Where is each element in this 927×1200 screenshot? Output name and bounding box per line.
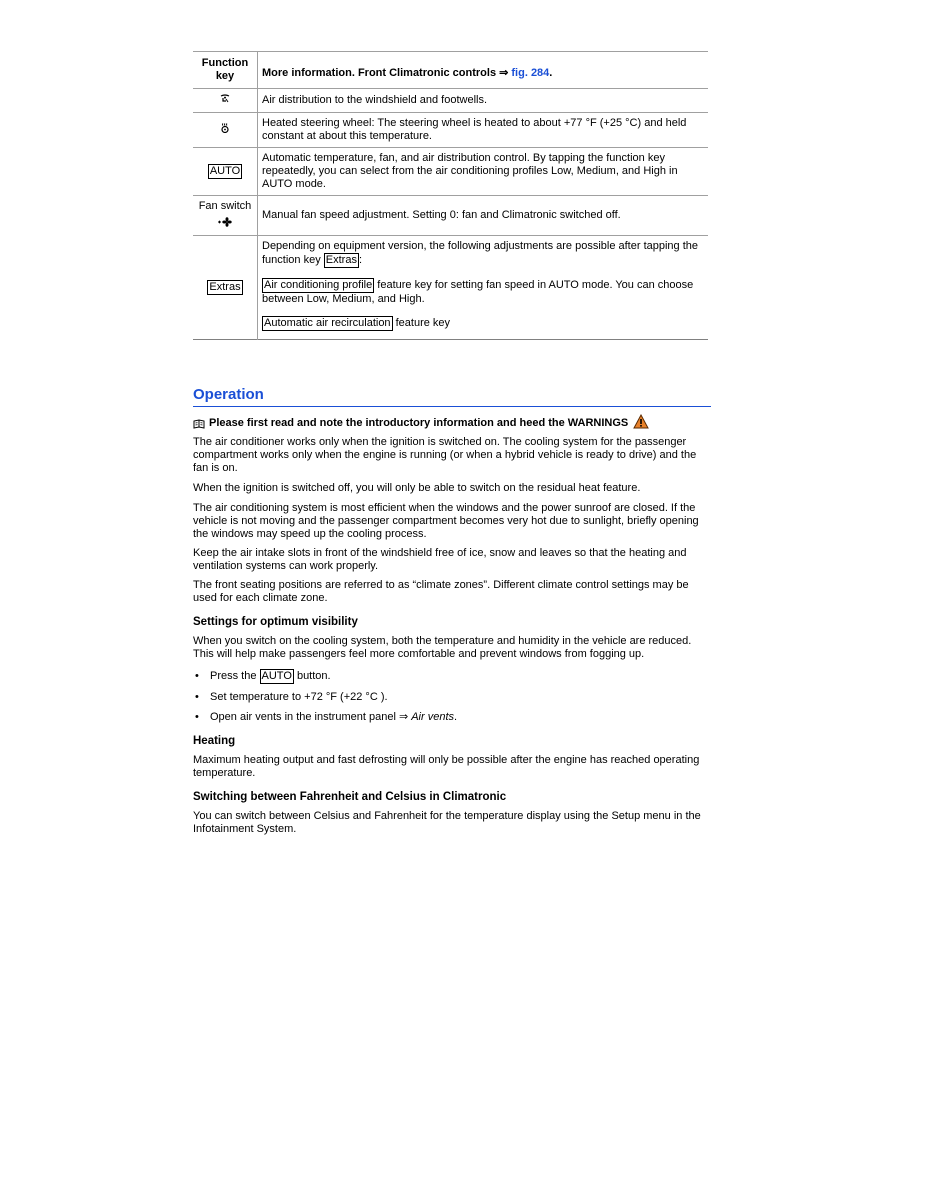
operation-heading: Operation [193, 386, 711, 407]
book-icon [193, 419, 205, 429]
function-key-cell [193, 195, 258, 236]
extras-key[interactable]: Extras [209, 281, 241, 293]
warning-icon[interactable] [633, 414, 649, 429]
function-description: Automatic temperature, fan, and air distribution control. By tapping the function key repeatedly, you can select from the air conditioning profiles Low, Medium, and High in AUTO mode. [258, 147, 709, 195]
function-key-table [193, 51, 708, 340]
list-item: • Open air vents in the instrument panel ⇒ Air vents. [193, 710, 711, 724]
table-row [193, 89, 708, 113]
paragraph: The front seating positions are referred to as “climate zones”. Different climate control settings may be used for each climate zone. [193, 579, 689, 604]
windshield-footwell-air-icon [220, 93, 230, 104]
header-more-information: More information. Front Climatronic controls ⇒ fig. 284. [258, 52, 709, 89]
table-header-row [193, 52, 708, 89]
air-vents-link[interactable]: Air vents [411, 711, 455, 723]
operation-section [193, 386, 711, 836]
function-key-cell [193, 112, 258, 147]
function-key-cell [193, 147, 258, 195]
paragraph: The air conditioner works only when the ignition is switched on. The cooling system for the passenger compartment works only when the engine is running (or when a hybrid vehicle is ready to drive) and the fan is on. [193, 436, 697, 474]
visibility-steps [193, 669, 711, 724]
manual-page [193, 51, 711, 842]
function-description: Air distribution to the windshield and footwells. [258, 89, 709, 113]
switching-heading: Switching between Fahrenheit and Celsius in Climatronic [193, 791, 507, 803]
table-row [193, 147, 708, 195]
automatic-air-recirculation-key[interactable]: Automatic air recirculation [264, 317, 391, 329]
visibility-text: When you switch on the cooling system, both the temperature and humidity in the vehicle are reduced. This will help make passengers feel more comfortable and prevent windows from fogging up. [193, 635, 692, 660]
extras-intro: Depending on equipment version, the following adjustments are possible after tapping the function key Extras : [262, 240, 698, 266]
heated-steering-wheel-icon [220, 122, 230, 133]
warnings-notice [193, 417, 711, 430]
table-row [193, 195, 708, 236]
fan-switch-label: Fan switch [198, 199, 252, 212]
air-conditioning-profile-key[interactable]: Air conditioning profile [264, 279, 373, 291]
visibility-heading: Settings for optimum visibility [193, 616, 358, 628]
extras-recirculation: Automatic air recirculation feature key [264, 317, 451, 329]
notice-text: Please first read and note the introductory information and heed the WARNINGS [209, 417, 629, 429]
table-row [193, 112, 708, 147]
header-function-key: Function key [193, 52, 258, 89]
heating-heading: Heating [193, 735, 236, 747]
paragraph: The air conditioning system is most efficient when the windows and the power sunroof are closed. If the vehicle is not moving and the passenger compartment becomes very hot due to sunlight, briefly opening the windows may speed up the cooling process. [193, 502, 699, 540]
switching-text: You can switch between Celsius and Fahrenheit for the temperature display using the Setup menu in the Infotainment System. [193, 810, 701, 835]
function-description: Heated steering wheel: The steering wheel is heated to about +77 °F (+25 °C) and held constant at about this temperature. [258, 112, 709, 147]
fan-icon [217, 217, 233, 228]
extras-ac-profile: Air conditioning profile feature key for setting fan speed in AUTO mode. You can choose between Low, Medium, and High. [262, 279, 694, 305]
fig-284-link[interactable]: fig. 284 [511, 67, 550, 79]
paragraph: When the ignition is switched off, you will only be able to switch on the residual heat feature. [193, 482, 641, 494]
function-key-cell [193, 236, 258, 340]
paragraph: Keep the air intake slots in front of the windshield free of ice, snow and leaves so that the heating and ventilation systems can work properly. [193, 547, 687, 572]
list-item: • Set temperature to +72 °F (+22 °C ). [193, 690, 711, 704]
heating-text: Maximum heating output and fast defrosting will only be possible after the engine has reached operating temperature. [193, 754, 700, 779]
table-row [193, 236, 708, 340]
list-item: • Press the AUTO button. [193, 669, 711, 684]
function-key-cell [193, 89, 258, 113]
function-description: Manual fan speed adjustment. Setting 0: fan and Climatronic switched off. [258, 195, 709, 236]
auto-button-ref[interactable]: AUTO [261, 670, 292, 682]
extras-inline-key[interactable]: Extras [325, 254, 357, 266]
function-description [258, 236, 709, 340]
auto-key[interactable]: AUTO [209, 164, 241, 177]
